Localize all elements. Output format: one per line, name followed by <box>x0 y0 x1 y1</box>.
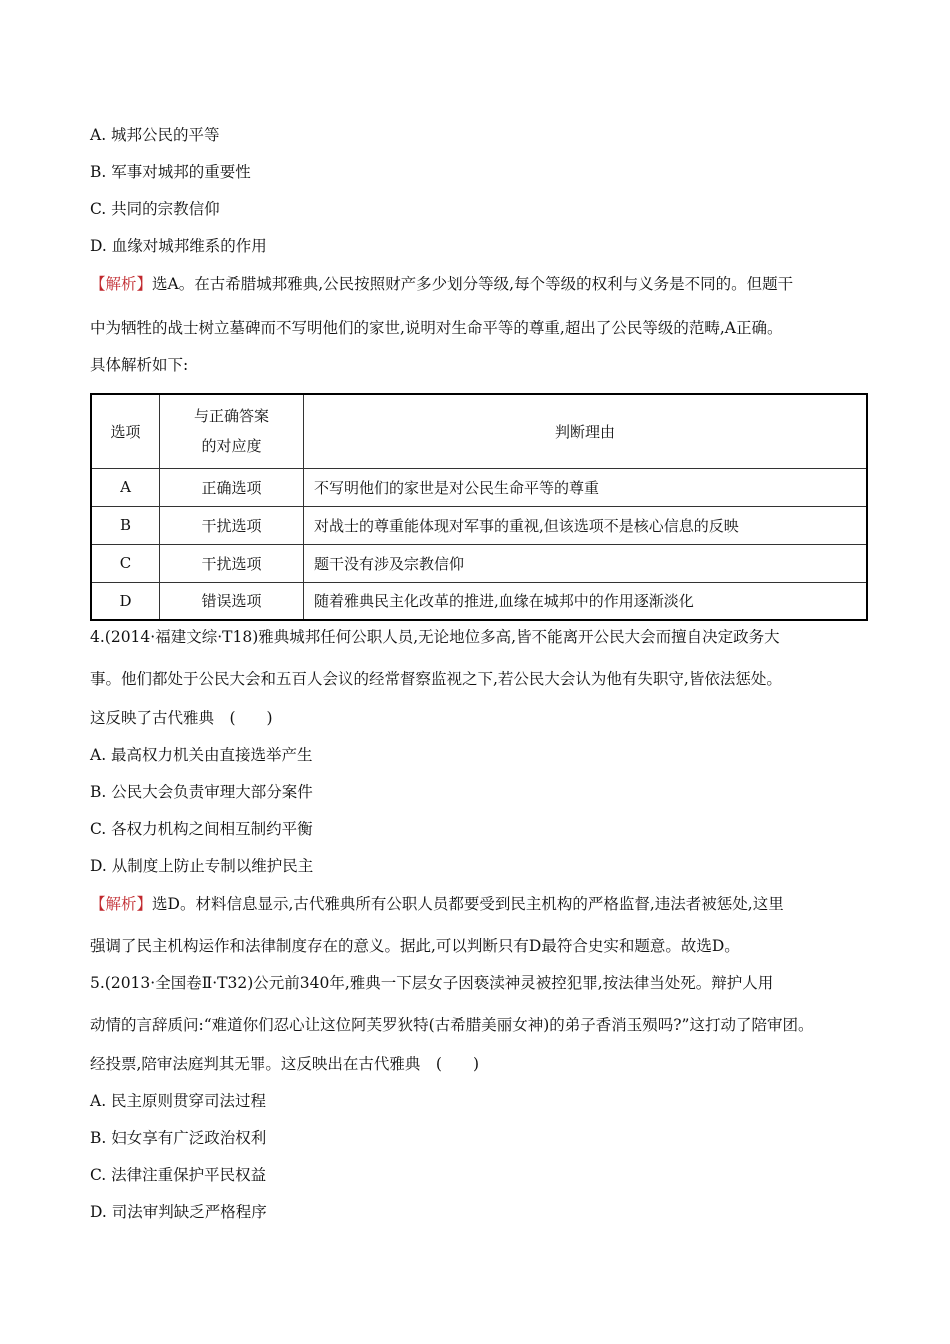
analysis-text: 选D。材料信息显示,古代雅典所有公职人员都要受到民主机构的严格监督,违法者被惩处,这里 <box>152 895 784 913</box>
header-option: 选项 <box>91 394 160 468</box>
q5-option-c: C. 法律注重保护平民权益 <box>90 1166 267 1184</box>
q4-option-b: B. 公民大会负责审理大部分案件 <box>90 783 313 801</box>
table-cell-option: C <box>91 544 160 582</box>
header-correspondence-line-1: 与正确答案 <box>193 407 269 426</box>
table-cell-option: D <box>91 582 160 620</box>
table-cell-correspondence: 错误选项 <box>160 582 304 620</box>
q3-analysis-line-2: 中为牺牲的战士树立墓碑而不写明他们的家世,说明对生命平等的尊重,超出了公民等级的范畴,A正确。 <box>90 319 783 337</box>
q4-stem-line-2: 事。他们都处于公民大会和五百人会议的经常督察监视之下,若公民大会认为他有失职守,皆依法惩处。 <box>90 670 782 688</box>
q3-analysis-line-1 <box>90 274 793 294</box>
q4-option-c: C. 各权力机构之间相互制约平衡 <box>90 820 313 838</box>
q3-option-d: D. 血缘对城邦维系的作用 <box>90 237 267 255</box>
q4-option-d: D. 从制度上防止专制以维护民主 <box>90 857 314 875</box>
table-cell-option: B <box>91 506 160 544</box>
q5-option-a: A. 民主原则贯穿司法过程 <box>90 1092 267 1110</box>
q4-analysis-line-2: 强调了民主机构运作和法律制度存在的意义。据此,可以判断只有D最符合史实和题意。故选D。 <box>90 937 740 955</box>
table-row <box>91 468 867 506</box>
q5-stem-line-2: 动情的言辞质问:“难道你们忍心让这位阿芙罗狄特(古希腊美丽女神)的弟子香消玉殒吗?”这打动了陪审团。 <box>90 1016 814 1034</box>
table-row <box>91 506 867 544</box>
q3-analysis-line-3: 具体解析如下: <box>90 356 189 374</box>
q4-stem-line-1: 4.(2014·福建文综·T18)雅典城邦任何公职人员,无论地位多高,皆不能离开公民大会而擅自决定政务大 <box>90 628 780 646</box>
analysis-tag: 【解析】 <box>90 895 153 913</box>
analysis-tag: 【解析】 <box>90 275 153 293</box>
q4-option-a: A. 最高权力机关由直接选举产生 <box>90 746 313 764</box>
header-correspondence-line-2: 的对应度 <box>201 437 262 456</box>
table-cell-correspondence: 正确选项 <box>160 468 304 506</box>
q3-option-c: C. 共同的宗教信仰 <box>90 200 220 218</box>
q4-analysis-line-1 <box>90 894 784 914</box>
table-cell-reason: 题干没有涉及宗教信仰 <box>304 544 868 582</box>
table-cell-correspondence: 干扰选项 <box>160 544 304 582</box>
q5-stem-line-1: 5.(2013·全国卷Ⅱ·T32)公元前340年,雅典一下层女子因亵渎神灵被控犯罪,按法律当处死。辩护人用 <box>90 974 774 992</box>
table-cell-correspondence: 干扰选项 <box>160 506 304 544</box>
q5-option-b: B. 妇女享有广泛政治权利 <box>90 1129 267 1147</box>
q4-stem-line-3: 这反映了古代雅典 ( ) <box>90 709 273 727</box>
table-header-row <box>91 394 867 468</box>
q5-option-d: D. 司法审判缺乏严格程序 <box>90 1203 267 1221</box>
table-row <box>91 544 867 582</box>
table-cell-reason: 随着雅典民主化改革的推进,血缘在城邦中的作用逐渐淡化 <box>304 582 868 620</box>
q3-option-b: B. 军事对城邦的重要性 <box>90 163 251 181</box>
header-reason: 判断理由 <box>304 394 868 468</box>
q5-stem-line-3: 经投票,陪审法庭判其无罪。这反映出在古代雅典 ( ) <box>90 1055 480 1073</box>
table-row <box>91 582 867 620</box>
header-correspondence <box>160 394 304 468</box>
table-cell-option: A <box>91 468 160 506</box>
table-cell-reason: 不写明他们的家世是对公民生命平等的尊重 <box>304 468 868 506</box>
analysis-table <box>90 393 868 621</box>
table-cell-reason: 对战士的尊重能体现对军事的重视,但该选项不是核心信息的反映 <box>304 506 868 544</box>
analysis-text: 选A。在古希腊城邦雅典,公民按照财产多少划分等级,每个等级的权利与义务是不同的。但题干 <box>152 275 794 293</box>
q3-option-a: A. 城邦公民的平等 <box>90 126 220 144</box>
